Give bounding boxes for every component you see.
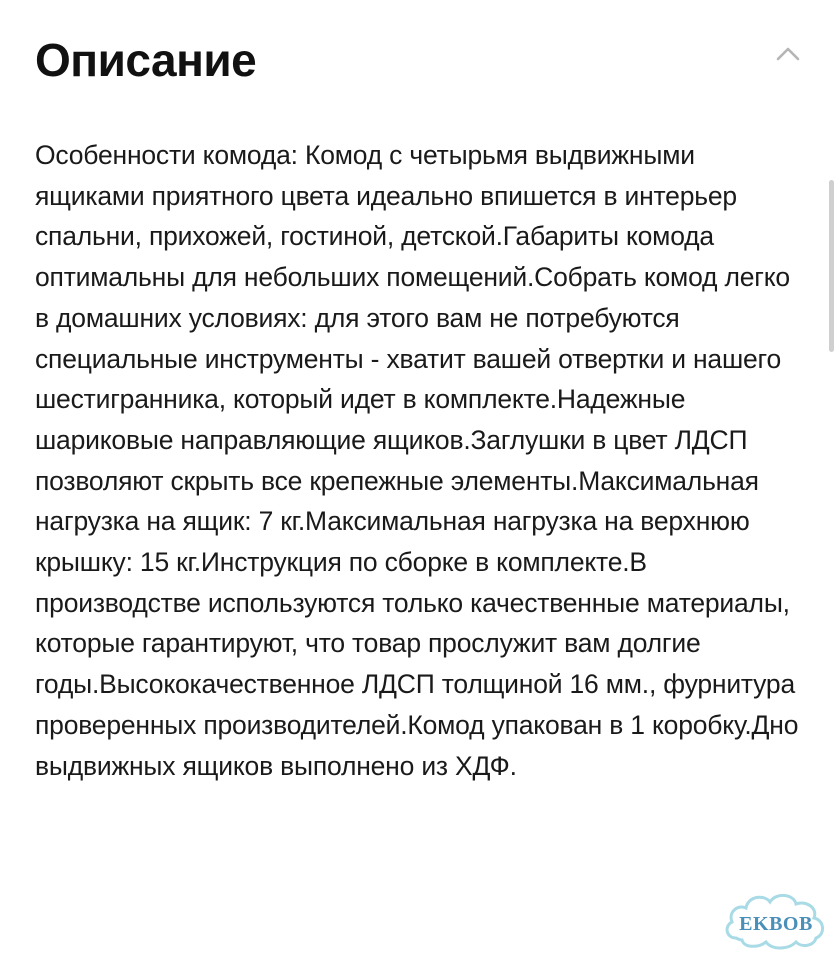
- cloud-icon: [722, 888, 830, 952]
- watermark-logo: [722, 888, 830, 952]
- chevron-up-icon: [770, 36, 806, 72]
- scrollbar[interactable]: [829, 180, 834, 352]
- collapse-toggle-button[interactable]: [770, 36, 806, 72]
- watermark-text: EKBOB: [739, 913, 813, 935]
- description-header[interactable]: [35, 22, 815, 102]
- description-title: Описание: [35, 34, 257, 86]
- description-text: Особенности комода: Комод с четырьмя выдвижными ящиками приятного цвета идеально впишется в интерьер спальни, прихожей, гостиной, детской.Габариты комода оптимальны для небольших помещений.Собрать комод легко в домашних условиях: для этого вам не потребуются специальные инструменты - хватит вашей отвертки и нашего шестигранника, который идет в комплекте.Надежные шариковые направляющие ящиков.Заглушки в цвет ЛДСП позволяют скрыть все крепежные элементы.Максимальная нагрузка на ящик: 7 кг.Максимальная нагрузка на верхнюю крышку: 15 кг.Инструкция по сборке в комплекте.В производстве используются только качественные материалы, которые гарантируют, что товар прослужит вам долгие годы.Высококачественное ЛДСП толщиной 16 мм., фурнитура проверенных производителей.Комод упакован в 1 коробку.Дно выдвижных ящиков выполнено из ХДФ.: [35, 140, 799, 781]
